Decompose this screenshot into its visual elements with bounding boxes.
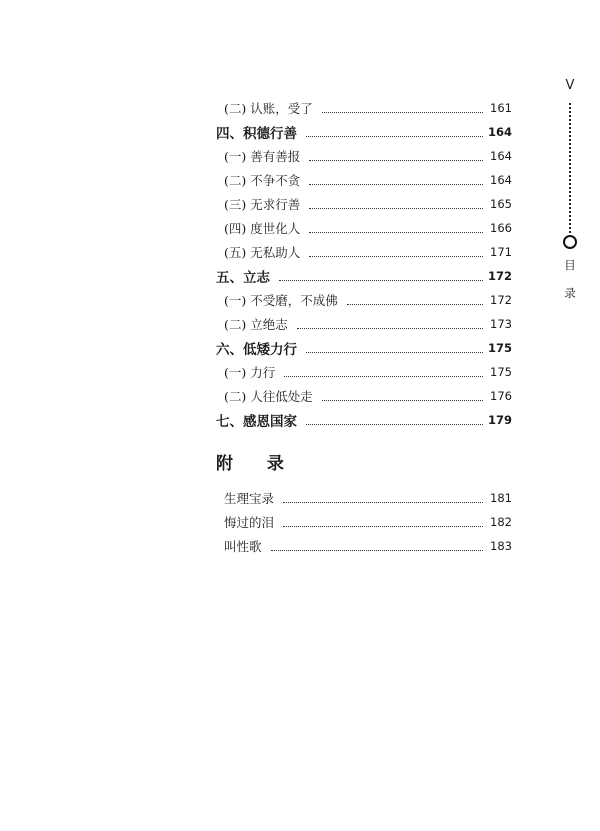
toc-entry-title: (一) 不受磨，不成佛 [224, 293, 338, 308]
toc-entry[interactable] [216, 168, 512, 192]
toc-entry[interactable] [216, 486, 512, 510]
toc-entry-title: 生理宝录 [224, 491, 275, 506]
appendix-heading: 附 录 [216, 454, 298, 474]
toc-entry-page: 175 [490, 365, 512, 379]
dot-leader [322, 400, 483, 401]
toc-entry-page: 175 [488, 341, 513, 355]
toc-entry-page: 179 [488, 413, 513, 427]
toc-entry-title: 六、低矮力行 [216, 342, 297, 358]
toc-entry-title: 叫性歌 [224, 539, 262, 554]
toc-entry-page: 161 [490, 101, 512, 115]
dot-leader [306, 352, 483, 353]
toc-entry-title: (四) 度世化人 [224, 221, 301, 236]
dot-leader [279, 280, 483, 281]
toc-entry[interactable] [216, 144, 512, 168]
side-label-lu: 录 [564, 286, 576, 300]
dot-leader [297, 328, 483, 329]
toc-entry[interactable] [216, 336, 512, 360]
dot-leader [283, 502, 483, 503]
toc-entry-page: 164 [490, 173, 512, 187]
chevron-down-icon: V [565, 78, 575, 93]
toc-entry[interactable] [216, 120, 512, 144]
toc-entry-page: 176 [490, 389, 512, 403]
toc-entry-title: 五、立志 [216, 270, 270, 286]
toc-entry-title: (二) 立绝志 [224, 317, 288, 332]
circle-marker-icon [563, 235, 577, 249]
toc-entry-title: 悔过的泪 [224, 515, 275, 530]
toc-entry-title: (二) 人往低处走 [224, 389, 313, 404]
toc-entry[interactable] [216, 288, 512, 312]
dot-leader [283, 526, 483, 527]
toc-entry-title: 七、感恩国家 [216, 414, 297, 430]
toc-entry-title: (二) 认账，受了 [224, 101, 313, 116]
dot-leader [309, 208, 483, 209]
toc-entry[interactable] [216, 384, 512, 408]
toc-entry-page: 182 [490, 515, 512, 529]
toc-entry-title: (五) 无私助人 [224, 245, 301, 260]
toc-entry-page: 172 [490, 293, 512, 307]
toc-entry[interactable] [216, 192, 512, 216]
dot-leader [284, 376, 483, 377]
toc-entry[interactable] [216, 96, 512, 120]
appendix-list [216, 486, 512, 558]
dot-leader [309, 256, 483, 257]
toc-entry[interactable] [216, 264, 512, 288]
toc-entry-page: 165 [490, 197, 512, 211]
toc-entry[interactable] [216, 360, 512, 384]
toc-entry-title: (一) 力行 [224, 365, 276, 380]
dotted-rule [569, 103, 571, 233]
toc-entry[interactable] [216, 240, 512, 264]
side-label-mu: 目 [564, 258, 576, 272]
dot-leader [306, 136, 483, 137]
dot-leader [322, 112, 483, 113]
toc-entry-page: 171 [490, 245, 512, 259]
toc-entry-page: 164 [488, 125, 513, 139]
toc-entry-title: (三) 无求行善 [224, 197, 301, 212]
dot-leader [309, 232, 483, 233]
toc-entry-title: (一) 善有善报 [224, 149, 301, 164]
toc-entry[interactable] [216, 408, 512, 432]
toc-entry-page: 166 [490, 221, 512, 235]
dot-leader [309, 160, 483, 161]
toc-entry-page: 164 [490, 149, 512, 163]
toc-entry[interactable] [216, 216, 512, 240]
toc-entry[interactable] [216, 510, 512, 534]
toc-entry-page: 172 [488, 269, 513, 283]
toc-entry-page: 181 [490, 491, 512, 505]
toc-entry-page: 183 [490, 539, 512, 553]
table-of-contents [216, 96, 512, 432]
dot-leader [306, 424, 483, 425]
dot-leader [271, 550, 483, 551]
side-tab [560, 78, 580, 305]
dot-leader [309, 184, 483, 185]
toc-entry-title: 四、积德行善 [216, 126, 297, 142]
dot-leader [347, 304, 483, 305]
toc-entry-page: 173 [490, 317, 512, 331]
toc-entry[interactable] [216, 534, 512, 558]
toc-entry[interactable] [216, 312, 512, 336]
toc-entry-title: (二) 不争不贪 [224, 173, 301, 188]
